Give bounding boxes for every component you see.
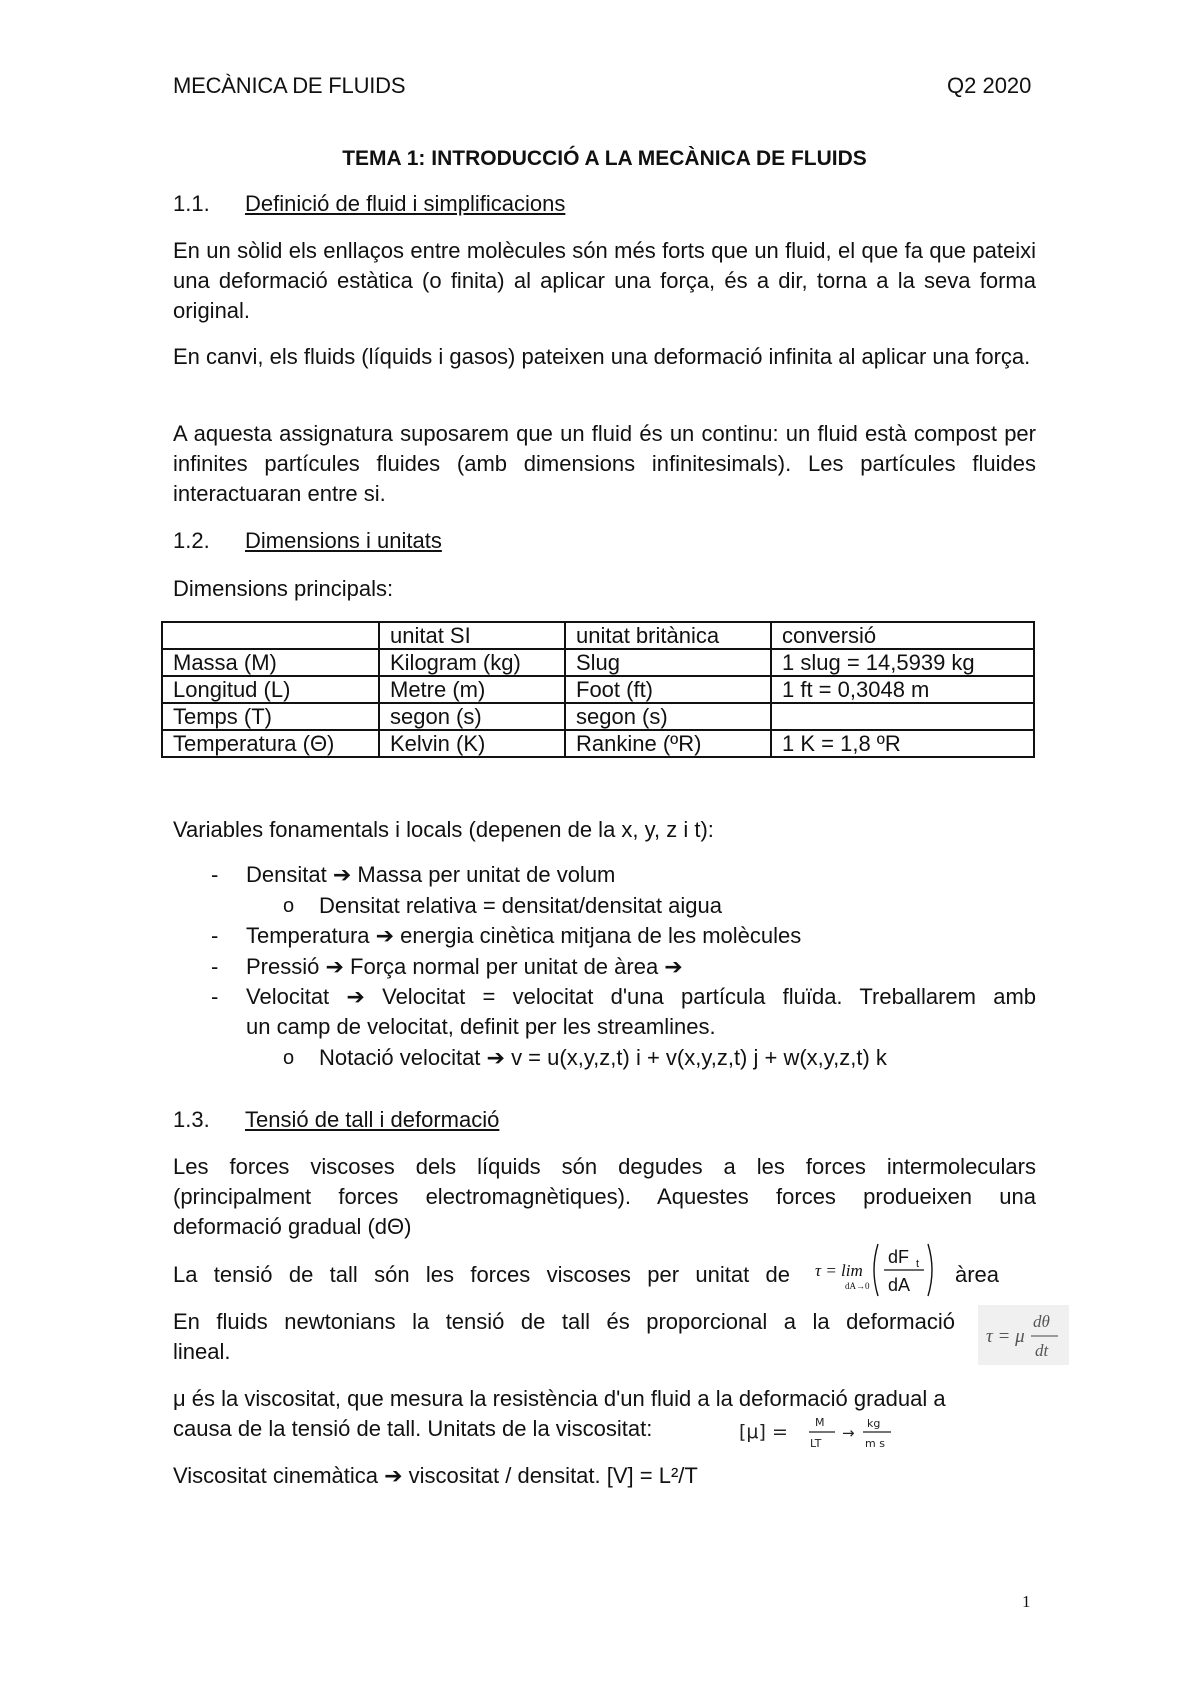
- bullet-dash: -: [211, 923, 219, 948]
- table-cell: Metre (m): [379, 676, 565, 703]
- formula-limit-subscript: dA→0: [845, 1281, 870, 1291]
- bullet-dash: -: [211, 862, 219, 887]
- formula-denominator: dA: [888, 1275, 911, 1295]
- units-table: [161, 621, 1035, 758]
- newtonian-line2: lineal.: [173, 1339, 231, 1364]
- header-term: Q2 2020: [947, 73, 1032, 98]
- paragraph-continuum: A aquesta assignatura suposarem que un fluid és un continu: un fluid està compost per infinites partícules fluides (amb dimensions infinitesimals). Les partícules fluides interactuaran entre si.: [173, 421, 1036, 506]
- table-cell: segon (s): [379, 703, 565, 730]
- section-number: 1.2.: [173, 528, 210, 553]
- shear-stress-formula: [812, 1239, 936, 1301]
- formula-numerator-sub: t: [916, 1258, 920, 1270]
- sub-bullet-marker: o: [283, 1047, 295, 1069]
- shear-stress-text: La tensió de tall són les forces viscoses per unitat de: [173, 1262, 790, 1287]
- section-title: Dimensions i unitats: [245, 528, 442, 553]
- table-cell: Temperatura (Θ): [162, 730, 379, 757]
- table-cell: Kilogram (kg): [379, 649, 565, 676]
- bullet-density: Densitat ➔ Massa per unitat de volum: [246, 862, 616, 887]
- table-cell: Foot (ft): [565, 676, 771, 703]
- dimensions-intro: Dimensions principals:: [173, 576, 394, 601]
- sub-bullet-marker: o: [283, 895, 295, 917]
- bullet-dash: -: [211, 954, 219, 979]
- chapter-title: TEMA 1: INTRODUCCIÓ A LA MECÀNICA DE FLUIDS: [342, 147, 867, 170]
- sub-bullet-relative-density: Densitat relativa = densitat/densitat aigua: [319, 893, 722, 918]
- viscosity-line2: causa de la tensió de tall. Unitats de la viscositat:: [173, 1416, 653, 1441]
- table-header-cell: unitat britànica: [565, 622, 771, 649]
- bullet-temperature: Temperatura ➔ energia cinètica mitjana de les molècules: [246, 923, 802, 948]
- table-cell: Massa (M): [162, 649, 379, 676]
- table-cell: 1 K = 1,8 ºR: [771, 730, 1034, 757]
- table-cell: 1 slug = 14,5939 kg: [771, 649, 1034, 676]
- section-title: Tensió de tall i deformació: [245, 1107, 500, 1132]
- table-header-cell: conversió: [771, 622, 1034, 649]
- table-cell: Kelvin (K): [379, 730, 565, 757]
- table-header-cell: [162, 622, 379, 649]
- shear-stress-formula-graphic: [812, 1239, 936, 1301]
- table-cell: 1 ft = 0,3048 m: [771, 676, 1034, 703]
- sub-bullet-velocity-notation: Notació velocitat ➔ v = u(x,y,z,t) i + v(x,y,z,t) j + w(x,y,z,t) k: [319, 1045, 887, 1070]
- paragraph-solid-deformation: En un sòlid els enllaços entre molècules són més forts que un fluid, el que fa que pateixi una deformació estàtica (o finita) al aplicar una força, és a dir, torna a la seva forma original.: [173, 238, 1036, 323]
- formula-numerator: dθ: [1033, 1312, 1050, 1331]
- table-cell: [771, 703, 1034, 730]
- table-cell: Temps (T): [162, 703, 379, 730]
- table-cell: Rankine (ºR): [565, 730, 771, 757]
- formula-numerator: dF: [888, 1247, 910, 1267]
- table-row: [162, 676, 1034, 703]
- viscous-forces-line3: deformació gradual (dΘ): [173, 1214, 412, 1239]
- section-heading-1-2: [173, 526, 442, 556]
- viscous-forces-line2: (principalment forces electromagnètiques). Aquestes forces produeixen una: [173, 1184, 1036, 1209]
- handwritten-kg: kg: [867, 1417, 881, 1430]
- table-header-row: [162, 622, 1034, 649]
- viscosity-units-graphic: [735, 1410, 905, 1456]
- page-number: 1: [1022, 1592, 1031, 1611]
- bullet-velocity-line1: Velocitat ➔ Velocitat = velocitat d'una partícula fluïda. Treballarem amb: [246, 984, 1036, 1009]
- handwritten-m: M: [815, 1416, 825, 1429]
- kinematic-viscosity: Viscositat cinemàtica ➔ viscositat / densitat. [V] = L²/T: [173, 1463, 698, 1488]
- table-cell: segon (s): [565, 703, 771, 730]
- shear-stress-text-area: àrea: [955, 1262, 1000, 1287]
- formula-lhs: τ = μ: [986, 1326, 1025, 1347]
- viscosity-units-formula: [735, 1410, 905, 1456]
- section-title: Definició de fluid i simplificacions: [245, 191, 566, 216]
- viscous-forces-line1: Les forces viscoses dels líquids són degudes a les forces intermoleculars: [173, 1154, 1036, 1179]
- newtonian-line1: En fluids newtonians la tensió de tall és proporcional a la deformació: [173, 1309, 955, 1334]
- viscosity-line1: μ és la viscositat, que mesura la resistència d'un fluid a la deformació gradual a: [173, 1386, 946, 1411]
- handwritten-arrow: →: [842, 1424, 855, 1442]
- section-heading-1-1: [173, 189, 565, 219]
- newtonian-formula: [978, 1305, 1069, 1365]
- bullet-pressure: Pressió ➔ Força normal per unitat de àrea ➔: [246, 954, 683, 979]
- header-course-title: MECÀNICA DE FLUIDS: [173, 73, 406, 98]
- table-header-cell: unitat SI: [379, 622, 565, 649]
- table-row: [162, 730, 1034, 757]
- section-number: 1.3.: [173, 1107, 210, 1132]
- variables-intro: Variables fonamentals i locals (depenen de la x, y, z i t):: [173, 817, 714, 842]
- section-heading-1-3: [173, 1105, 499, 1135]
- table-row: [162, 703, 1034, 730]
- table-cell: Longitud (L): [162, 676, 379, 703]
- table-row: [162, 649, 1034, 676]
- formula-tau: τ = lim: [815, 1261, 863, 1280]
- section-number: 1.1.: [173, 191, 210, 216]
- handwritten-ms: m s: [865, 1437, 885, 1450]
- formula-denominator: dt: [1035, 1341, 1049, 1360]
- bullet-velocity-line2: un camp de velocitat, definit per les streamlines.: [246, 1014, 716, 1039]
- bullet-dash: -: [211, 984, 219, 1009]
- handwritten-mu: [μ] =: [739, 1421, 788, 1443]
- paragraph-fluid-deformation: En canvi, els fluids (líquids i gasos) pateixen una deformació infinita al aplicar una força.: [173, 344, 1031, 369]
- handwritten-lt: LT: [810, 1437, 822, 1450]
- table-cell: Slug: [565, 649, 771, 676]
- newtonian-formula-graphic: [978, 1305, 1069, 1365]
